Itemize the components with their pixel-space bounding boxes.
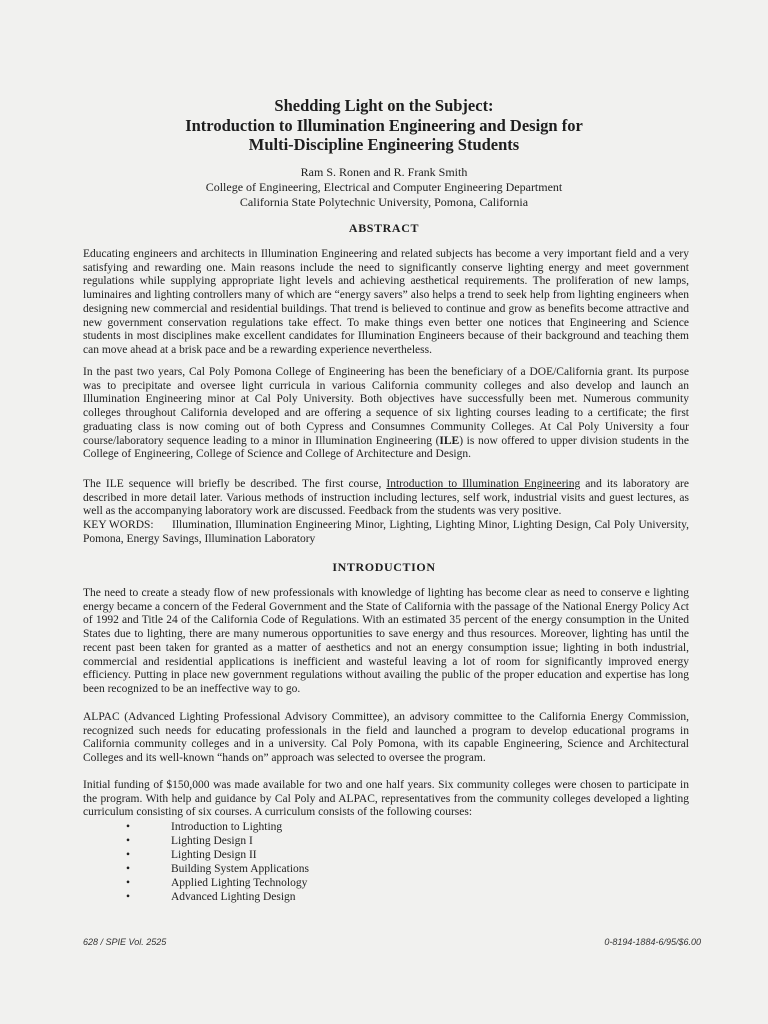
affiliation-university: California State Polytechnic University, Pomona, California [239, 195, 529, 209]
bullet-icon: • [126, 863, 131, 875]
keywords-label: KEY WORDS: [83, 519, 154, 531]
list-item [83, 848, 483, 862]
course-name: Lighting Design I [171, 835, 253, 847]
bullet-icon: • [126, 849, 131, 861]
course-name: Applied Lighting Technology [171, 877, 308, 889]
course-name: Lighting Design II [171, 849, 257, 861]
course-title-underlined: Introduction to Illumination Engineering [386, 478, 581, 490]
bullet-icon: • [126, 891, 131, 903]
abstract-paragraph-2 [83, 366, 689, 462]
abstract-heading: ABSTRACT [348, 221, 420, 235]
title-line-1: Shedding Light on the Subject: [274, 96, 494, 115]
course-list [83, 820, 483, 904]
bullet-icon: • [126, 877, 131, 889]
keywords [83, 519, 689, 546]
author-block [0, 165, 768, 210]
course-name: Advanced Lighting Design [171, 891, 296, 903]
footer-volume: 628 / SPIE Vol. 2525 [83, 937, 167, 947]
introduction-heading: INTRODUCTION [332, 560, 436, 574]
list-item [83, 834, 483, 848]
intro-paragraph-1: The need to create a steady flow of new professionals with knowledge of lighting has become clear as need to conserve e lighting energy became a concern of the Federal Government and the State of California with the passage of the National Energy Policy Act of 1992 and Title 24 of the California Code of Regulations. With an estimated 35 percent of the energy consumption in the United States due to lighting, there are many numerous opportunities to save energy and thus resources. Moreover, lighting has until the recent past been taken for granted as a matter of aesthetics and not an energy consumption issue; lighting in both industrial, commercial and residential applications is inefficient and wasteful leaving a lot of room for significantly improved energy efficiency. Putting in place new government regulations without availing the public of the proper education and expertise has long been recognized to be an ineffective way to go. [83, 587, 689, 695]
abstract-paragraph-3 [83, 478, 689, 519]
course-name: Building System Applications [171, 863, 310, 875]
course-name: Introduction to Lighting [171, 821, 283, 833]
title-line-3: Multi-Discipline Engineering Students [248, 135, 520, 154]
intro-paragraph-2: ALPAC (Advanced Lighting Professional Advisory Committee), an advisory committee to the California Energy Commission, recognized such needs for educating professionals in the field and launched a program to develop educational programs in California community colleges and in a university. Cal Poly Pomona, with its capable Engineering, Science and Architectural Colleges and its well-known “hands on” approach was selected to oversee the program. [83, 711, 689, 765]
list-item [83, 820, 483, 834]
abstract-p2-text-a: In the past two years, Cal Poly Pomona College of Engineering has been the beneficiary of a DOE/California grant. Its purpose was to precipitate and oversee light curricula in various California community colleges and also develop and launch an Illumination Engineering minor at Cal Poly University. Both objectives have successfully been met. Numerous community colleges throughout California developed and are offering a sequence of six lighting courses leading to a certificate; the first graduating class is now coming out of both Cypress and Consumnes Community Colleges. At Cal Poly University a four course/laboratory sequence leading to a minor in Illumination Engineering ( [83, 366, 689, 447]
footer-isbn: 0-8194-1884-6/95/$6.00 [604, 937, 701, 947]
affiliation-department: College of Engineering, Electrical and Computer Engineering Department [205, 180, 563, 194]
bullet-icon: • [126, 835, 131, 847]
abstract-paragraph-1: Educating engineers and architects in Illumination Engineering and related subjects has become a very important field and a very satisfying and rewarding one. Main reasons include the need to significantly conserve lighting energy and meet government regulations while supplying appropriate light levels and achieving aesthetical requirements. The proliferation of new lamps, luminaires and lighting controllers many of which are “energy savers” also helps a trend to seek help from lighting engineers when designing new commercial and residential buildings. That trend is believed to continue and grow as benefits become attractive and new government conservation regulations take effect. To make things even better one notices that Engineering and Science students in most disciplines make excellent candidates for Illumination Engineers because of their background and teaching them can move ahead at a brisk pace and be a rewarding experience nevertheless. [83, 248, 689, 356]
intro-paragraph-3: Initial funding of $150,000 was made available for two and one half years. Six community colleges were chosen to participate in the program. With help and guidance by Cal Poly and ALPAC, representatives from the community colleges developed a lighting curriculum consisting of six courses. A curriculum consists of the following courses: [83, 779, 689, 819]
keywords-list: Illumination, Illumination Engineering Minor, Lighting, Lighting Minor, Lighting Design, Cal Poly University, Pomona, Energy Savings, Illumination Laboratory [83, 519, 689, 545]
list-item [83, 890, 483, 904]
abstract-p2-text-b: ) is now offered to upper division students in the College of Engineering, College of Science and College of Architecture and Design. [83, 434, 689, 461]
title-line-2: Introduction to Illumination Engineering and Design for [185, 115, 583, 135]
abstract-p3-text-a: The ILE sequence will briefly be described. The first course, [83, 478, 387, 490]
ile-abbrev: ILE [439, 434, 460, 447]
abstract-p3-text-b: and its laboratory are described in more detail later. Various methods of instruction including lectures, self work, industrial visits and guest lectures, as well as the accompanying laboratory work are discussed. Feedback from the students was very positive. [83, 478, 689, 518]
list-item [83, 876, 483, 890]
paper-title [0, 96, 768, 155]
author-names: Ram S. Ronen and R. Frank Smith [300, 165, 468, 179]
bullet-icon: • [126, 821, 131, 833]
list-item [83, 862, 483, 876]
